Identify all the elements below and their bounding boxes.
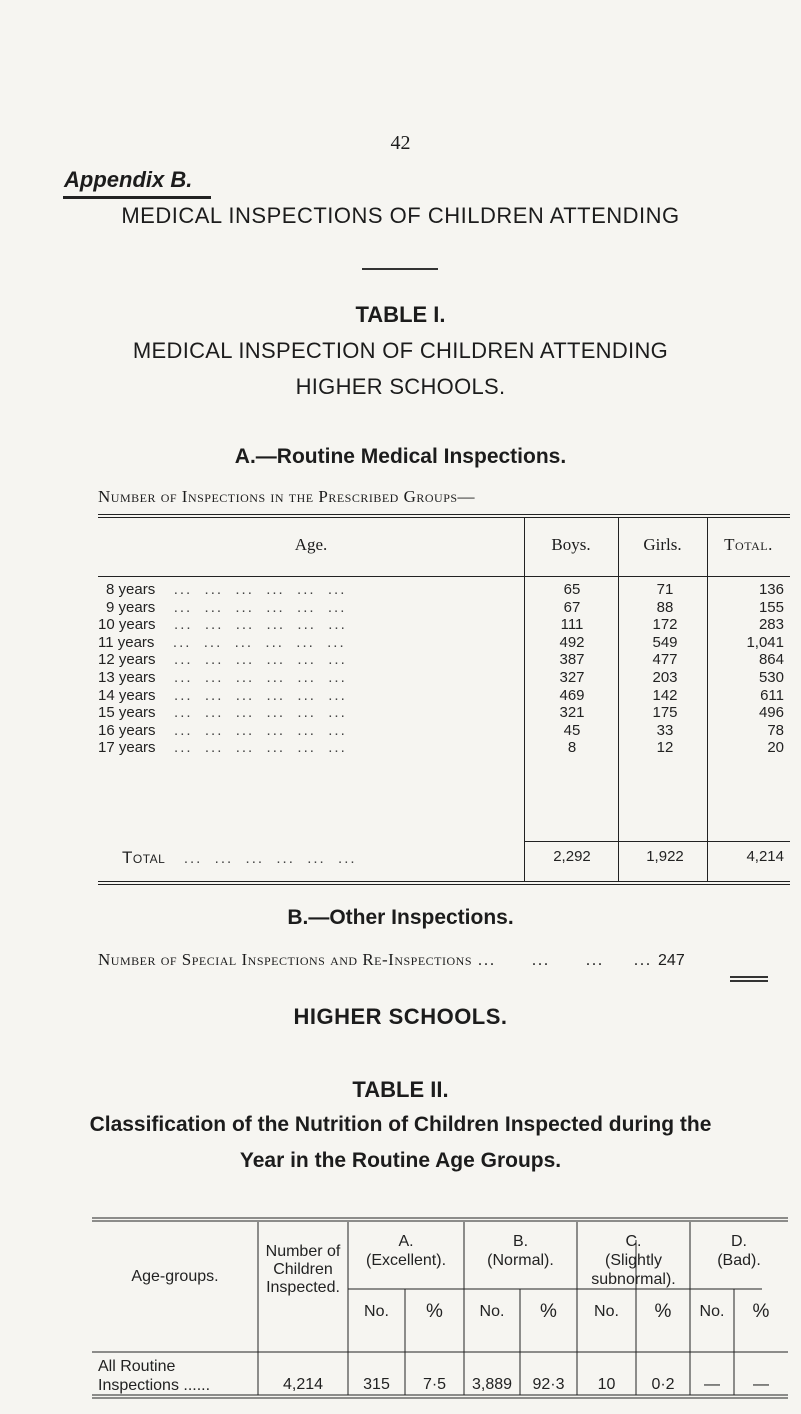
special-inspections-label: Number of Special Inspections and Re-Inspections <box>98 950 473 969</box>
table1-row: 11 years ... ... ... ... ... ... 492 549 1,041 <box>98 633 784 651</box>
group-d-label: (Bad). <box>717 1252 761 1269</box>
row-boys: 45 <box>563 721 581 739</box>
b-no-header: No. <box>479 1303 505 1320</box>
row-girls: 88 <box>656 598 674 616</box>
row-total: 496 <box>758 704 784 722</box>
page-number: 42 <box>390 132 411 154</box>
row-boys: 492 <box>559 633 585 651</box>
row-total: 611 <box>760 686 784 704</box>
group-a-label: (Excellent). <box>365 1252 447 1269</box>
group-d-letter: D. <box>731 1233 747 1250</box>
row-boys: 67 <box>563 598 581 616</box>
col-age-header: Age. <box>294 535 328 554</box>
total-total: 4,214 <box>746 848 784 865</box>
row-total: 136 <box>758 581 784 598</box>
col-number-line3: Inspected. <box>266 1279 340 1296</box>
row-label <box>98 1357 258 1395</box>
row-total: 864 <box>758 651 784 669</box>
higher-schools-title: HIGHER SCHOOLS. <box>293 1004 508 1029</box>
row-b-pct: 92·3 <box>532 1376 565 1393</box>
col-total-header: Total. <box>724 535 773 554</box>
row-total: 155 <box>758 598 784 616</box>
row-age: 13 years <box>98 669 156 686</box>
row-total: 283 <box>758 616 784 634</box>
table1-row: 16 years ... ... ... ... ... ... 45 33 78 <box>98 721 784 739</box>
groups-label: Number of Inspections in the Prescribed Groups— <box>98 487 476 506</box>
row-girls: 142 <box>652 686 678 704</box>
row-d-no: — <box>704 1376 720 1393</box>
row-age: 11 years <box>98 633 155 651</box>
row-age: 10 years <box>98 616 156 634</box>
row-a-pct: 7·5 <box>422 1376 447 1393</box>
row-boys: 469 <box>559 686 585 704</box>
row-total: 78 <box>767 721 784 739</box>
row-age: 8 years <box>106 581 156 598</box>
group-a-header <box>348 1232 464 1270</box>
table1-total-row: Total ... ... ... ... ... ... 2,292 1,922 4,214 <box>122 848 784 867</box>
row-c-pct: 0·2 <box>651 1376 675 1393</box>
row-boys: 8 <box>567 739 577 757</box>
row-total: 20 <box>767 739 784 757</box>
group-b-header <box>464 1232 577 1270</box>
row-boys: 321 <box>559 704 585 722</box>
row-boys: 327 <box>559 669 585 686</box>
d-no-header: No. <box>699 1303 725 1320</box>
appendix-label: Appendix B. <box>64 167 193 192</box>
row-boys: 65 <box>563 581 581 598</box>
c-no-header: No. <box>594 1303 619 1320</box>
col-boys-header: Boys. <box>551 535 591 554</box>
a-no-header: No. <box>364 1303 389 1320</box>
col-number-header <box>258 1243 348 1297</box>
group-c-label-1: (Slightly <box>605 1252 662 1269</box>
group-a-letter: A. <box>398 1233 414 1250</box>
table1-row: 8 years ... ... ... ... ... ... 65 71 136 <box>106 581 784 598</box>
group-d-header <box>690 1232 788 1270</box>
row-girls: 175 <box>652 704 678 722</box>
row-c-no: 10 <box>597 1376 616 1393</box>
special-inspections-line: Number of Special Inspections and Re-Inspections ... ... ... ... 247 <box>98 950 685 969</box>
row-total: 1,041 <box>746 633 784 651</box>
table1-heading-line1: MEDICAL INSPECTION OF CHILDREN ATTENDING <box>132 338 669 363</box>
row-total: 530 <box>758 669 784 686</box>
col-number-line2: Children <box>273 1261 333 1278</box>
row-age: 16 years <box>98 721 156 739</box>
row-age: 12 years <box>98 651 156 669</box>
row-a-no: 315 <box>363 1376 390 1393</box>
group-c-label-2: subnormal). <box>591 1271 676 1288</box>
row-girls: 172 <box>652 616 678 634</box>
table1-row: 14 years ... ... ... ... ... ... 469 142 611 <box>98 686 784 704</box>
row-age: 14 years <box>98 686 156 704</box>
main-title: MEDICAL INSPECTIONS OF CHILDREN ATTENDING <box>121 203 680 228</box>
row-girls: 477 <box>652 651 678 669</box>
row-girls: 71 <box>656 581 674 598</box>
total-label: Total <box>122 848 166 867</box>
table1-row: 15 years ... ... ... ... ... ... 321 175 496 <box>98 704 784 722</box>
group-c-header <box>577 1232 690 1289</box>
table1-title: TABLE I. <box>355 302 446 327</box>
col-girls-header: Girls. <box>643 535 682 554</box>
table1-row: 12 years ... ... ... ... ... ... 387 477 864 <box>98 651 784 669</box>
total-boys: 2,292 <box>553 848 591 865</box>
group-b-label: (Normal). <box>487 1252 554 1269</box>
table1-row: 10 years ... ... ... ... ... ... 111 172 283 <box>98 616 784 634</box>
group-b-letter: B. <box>512 1233 529 1250</box>
row-girls: 33 <box>656 721 674 739</box>
row-b-no: 3,889 <box>471 1376 513 1393</box>
row-girls: 12 <box>656 739 674 757</box>
row-girls: 203 <box>652 669 678 686</box>
row-girls: 549 <box>652 633 678 651</box>
section-a-title: A.—Routine Medical Inspections. <box>234 445 567 468</box>
group-c-letter: C. <box>625 1233 642 1250</box>
row-label-line1: All Routine <box>98 1358 176 1375</box>
col-number-line1: Number of <box>265 1243 341 1260</box>
c-pct-header: % <box>654 1301 672 1322</box>
table2-heading-line1: Classification of the Nutrition of Children Inspected during the <box>89 1113 712 1136</box>
table1-row: 13 years ... ... ... ... ... ... 327 203 530 <box>98 669 784 686</box>
table1-heading-line2: HIGHER SCHOOLS. <box>295 374 506 399</box>
row-age: 15 years <box>98 704 156 722</box>
row-age: 17 years <box>98 739 156 757</box>
table1-row: 9 years ... ... ... ... ... ... 67 88 155 <box>106 598 784 616</box>
row-label-line2: Inspections ...... <box>98 1377 211 1394</box>
d-pct-header: % <box>752 1301 770 1322</box>
row-age: 9 years <box>106 598 156 616</box>
row-boys: 387 <box>559 651 585 669</box>
row-boys: 111 <box>560 616 584 634</box>
b-pct-header: % <box>540 1301 557 1322</box>
table1-row: 17 years ... ... ... ... ... ... 8 12 20 <box>98 739 784 757</box>
row-number: 4,214 <box>282 1376 324 1393</box>
row-d-pct: — <box>753 1376 769 1393</box>
special-inspections-value: 247 <box>658 952 685 969</box>
col-age-groups-header: Age-groups. <box>131 1268 219 1285</box>
a-pct-header: % <box>426 1301 443 1322</box>
table2-title: TABLE II. <box>352 1077 449 1102</box>
total-girls: 1,922 <box>646 848 684 865</box>
table2-heading-line2: Year in the Routine Age Groups. <box>239 1149 562 1172</box>
section-b-title: B.—Other Inspections. <box>287 906 514 929</box>
